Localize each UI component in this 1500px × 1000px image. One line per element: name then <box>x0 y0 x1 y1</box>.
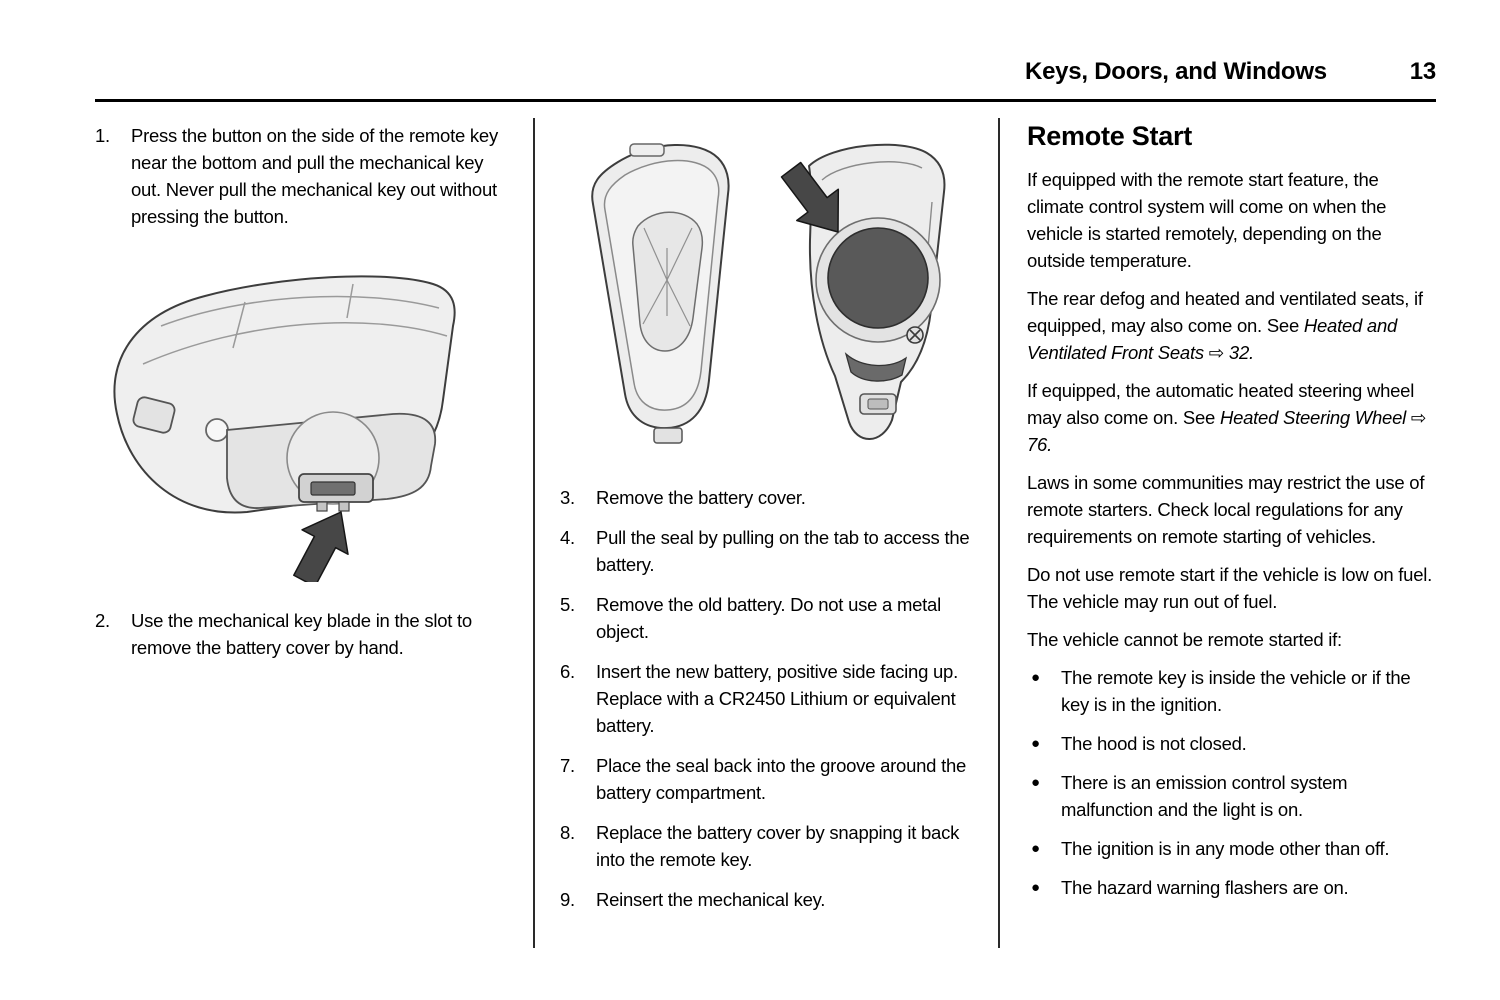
bullet-icon: ● <box>1031 735 1040 752</box>
page-header <box>1025 58 1436 86</box>
bullet-item <box>1027 874 1436 901</box>
callout-arrow-icon <box>281 500 364 582</box>
bullet-text: The hood is not closed. <box>1061 733 1247 754</box>
bullet-text: The hazard warning flashers are on. <box>1061 877 1349 898</box>
battery-cover-illustration <box>566 128 966 453</box>
key-slot-opening <box>311 482 355 495</box>
coin-battery <box>828 228 928 328</box>
step-number: 3. <box>560 487 575 508</box>
cross-reference-page: ⇨ 76. <box>1027 407 1427 455</box>
remote-key-figure <box>95 252 510 589</box>
paragraph: Laws in some communities may restrict the use of remote starters. Check local regulations for any requirements on remote starting of vehicles. <box>1027 472 1425 547</box>
step-text: Place the seal back into the groove around the battery compartment. <box>596 755 967 803</box>
step-item <box>560 591 972 645</box>
step-number: 1. <box>95 125 110 146</box>
cross-reference-page: ⇨ 32. <box>1203 342 1254 363</box>
lanyard-hole <box>206 419 228 441</box>
paragraph-text: If equipped, the automatic heated steering wheel may also come on. See <box>1027 380 1415 428</box>
step-text: Reinsert the mechanical key. <box>596 889 826 910</box>
column-right <box>1027 120 1436 913</box>
column-left <box>95 122 510 674</box>
bullet-icon: ● <box>1031 840 1040 857</box>
step-number: 6. <box>560 661 575 682</box>
step-number: 7. <box>560 755 575 776</box>
bullet-item <box>1027 730 1436 757</box>
step-text: Remove the battery cover. <box>596 487 806 508</box>
latch-prong <box>339 502 349 511</box>
cover-bottom-tab <box>654 428 682 443</box>
step-item <box>560 658 972 739</box>
cross-reference-title: Heated and Ventilated Front Seats <box>1027 315 1398 363</box>
back-latch-slot <box>868 399 888 409</box>
paragraph: The vehicle cannot be remote started if: <box>1027 629 1342 650</box>
screw-icon <box>907 327 923 343</box>
column-divider <box>998 118 1000 948</box>
bullet-text: There is an emission control system malfunction and the light is on. <box>1061 772 1348 820</box>
battery-figure <box>566 128 972 460</box>
bullet-text: The remote key is inside the vehicle or if the key is in the ignition. <box>1061 667 1411 715</box>
step-item <box>560 752 972 806</box>
bullet-item <box>1027 769 1436 823</box>
step-text: Press the button on the side of the remote key near the bottom and pull the mechanical key out. Never pull the mechanical key out without pressing the button. <box>131 125 498 227</box>
step-text: Pull the seal by pulling on the tab to access the battery. <box>596 527 970 575</box>
paragraph: If equipped with the remote start feature, the climate control system will come on when the vehicle is started remotely, depending on the outside temperature. <box>1027 169 1387 271</box>
paragraph-text: The rear defog and heated and ventilated seats, if equipped, may also come on. See <box>1027 288 1423 336</box>
bullet-icon: ● <box>1031 669 1040 686</box>
paragraph <box>1027 285 1436 366</box>
step-item <box>560 886 972 913</box>
step-item <box>560 819 972 873</box>
paragraph <box>1027 377 1436 458</box>
header-rule <box>95 99 1436 102</box>
step-text: Remove the old battery. Do not use a metal object. <box>596 594 941 642</box>
step-number: 4. <box>560 527 575 548</box>
cover-top-clip <box>630 144 664 156</box>
step-number: 2. <box>95 610 110 631</box>
step-number: 5. <box>560 594 575 615</box>
cross-reference-title: Heated Steering Wheel <box>1219 407 1406 428</box>
section-heading: Remote Start <box>1027 121 1193 151</box>
step-item <box>95 122 510 230</box>
step-item <box>560 484 972 511</box>
bullet-icon: ● <box>1031 774 1040 791</box>
bullet-icon: ● <box>1031 879 1040 896</box>
step-text: Use the mechanical key blade in the slot to remove the battery cover by hand. <box>131 610 472 658</box>
step-item <box>560 524 972 578</box>
bullet-item <box>1027 664 1436 718</box>
remote-key-illustration <box>95 252 505 582</box>
column-divider <box>533 118 535 948</box>
step-text: Replace the battery cover by snapping it back into the remote key. <box>596 822 960 870</box>
page-number: 13 <box>1409 58 1436 85</box>
column-middle <box>560 128 972 926</box>
step-number: 8. <box>560 822 575 843</box>
latch-prong <box>317 502 327 511</box>
header-title: Keys, Doors, and Windows <box>1025 58 1327 85</box>
paragraph: Do not use remote start if the vehicle is low on fuel. The vehicle may run out of fuel. <box>1027 564 1433 612</box>
bullet-item <box>1027 835 1436 862</box>
bullet-text: The ignition is in any mode other than off. <box>1061 838 1390 859</box>
step-text: Insert the new battery, positive side facing up. Replace with a CR2450 Lithium or equivalent battery. <box>596 661 958 736</box>
step-item <box>95 607 510 661</box>
step-number: 9. <box>560 889 575 910</box>
